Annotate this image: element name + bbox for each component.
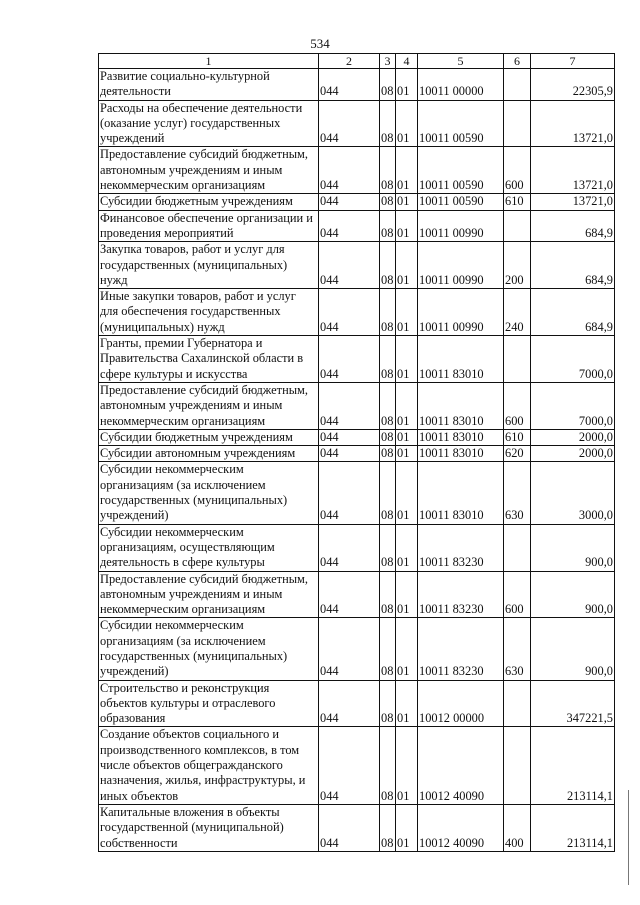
row-subsection: 01 — [396, 524, 418, 571]
row-code: 044 — [319, 727, 380, 804]
row-amount: 213114,1 — [531, 804, 615, 851]
row-target-article: 10011 83010 — [418, 462, 504, 524]
row-name: Субсидии бюджетным учреждениям — [99, 194, 319, 210]
row-code: 044 — [319, 194, 380, 210]
row-name: Субсидии бюджетным учреждениям — [99, 429, 319, 445]
row-subsection: 01 — [396, 69, 418, 101]
row-code: 044 — [319, 462, 380, 524]
row-amount: 900,0 — [531, 618, 615, 680]
row-expense-type — [504, 69, 531, 101]
row-section: 08 — [380, 571, 396, 618]
table-row — [99, 571, 615, 618]
row-subsection: 01 — [396, 727, 418, 804]
row-subsection: 01 — [396, 618, 418, 680]
row-code: 044 — [319, 100, 380, 147]
row-expense-type — [504, 100, 531, 147]
table-row — [99, 194, 615, 210]
row-expense-type: 610 — [504, 194, 531, 210]
row-target-article: 10011 83230 — [418, 524, 504, 571]
header-col-5: 5 — [418, 54, 504, 69]
row-subsection: 01 — [396, 446, 418, 462]
row-amount: 2000,0 — [531, 429, 615, 445]
row-amount: 347221,5 — [531, 680, 615, 727]
row-expense-type: 630 — [504, 618, 531, 680]
table-header — [99, 54, 615, 69]
row-expense-type: 600 — [504, 147, 531, 194]
row-subsection: 01 — [396, 100, 418, 147]
row-target-article: 10011 00990 — [418, 289, 504, 336]
row-code: 044 — [319, 289, 380, 336]
header-col-1: 1 — [99, 54, 319, 69]
table-row — [99, 147, 615, 194]
row-section: 08 — [380, 336, 396, 383]
row-section: 08 — [380, 618, 396, 680]
row-expense-type: 200 — [504, 242, 531, 289]
row-name: Расходы на обеспечение деятельности (оказание услуг) государственных учреждений — [99, 100, 319, 147]
row-section: 08 — [380, 147, 396, 194]
row-section: 08 — [380, 194, 396, 210]
page-number: 534 — [310, 36, 330, 51]
row-subsection: 01 — [396, 429, 418, 445]
header-col-7: 7 — [531, 54, 615, 69]
row-target-article: 10012 40090 — [418, 804, 504, 851]
row-amount: 2000,0 — [531, 446, 615, 462]
header-col-4: 4 — [396, 54, 418, 69]
table-body — [99, 69, 615, 852]
row-amount: 13721,0 — [531, 194, 615, 210]
row-expense-type — [504, 336, 531, 383]
header-col-6: 6 — [504, 54, 531, 69]
row-section: 08 — [380, 69, 396, 101]
row-section: 08 — [380, 289, 396, 336]
table-row — [99, 446, 615, 462]
table-row — [99, 289, 615, 336]
table-row — [99, 618, 615, 680]
row-expense-type: 240 — [504, 289, 531, 336]
row-code: 044 — [319, 571, 380, 618]
row-expense-type: 600 — [504, 382, 531, 429]
row-section: 08 — [380, 462, 396, 524]
row-section: 08 — [380, 210, 396, 242]
row-target-article: 10011 83010 — [418, 382, 504, 429]
row-expense-type: 400 — [504, 804, 531, 851]
row-expense-type: 630 — [504, 462, 531, 524]
row-expense-type: 610 — [504, 429, 531, 445]
header-col-2: 2 — [319, 54, 380, 69]
row-target-article: 10011 00590 — [418, 194, 504, 210]
row-target-article: 10012 40090 — [418, 727, 504, 804]
row-section: 08 — [380, 680, 396, 727]
row-code: 044 — [319, 69, 380, 101]
row-target-article: 10011 00590 — [418, 147, 504, 194]
row-subsection: 01 — [396, 336, 418, 383]
row-code: 044 — [319, 242, 380, 289]
row-amount: 13721,0 — [531, 147, 615, 194]
row-subsection: 01 — [396, 147, 418, 194]
row-target-article: 10011 83010 — [418, 336, 504, 383]
row-name: Субсидии автономным учреждениям — [99, 446, 319, 462]
row-code: 044 — [319, 382, 380, 429]
header-row — [99, 54, 615, 69]
row-subsection: 01 — [396, 194, 418, 210]
row-name: Иные закупки товаров, работ и услуг для обеспечения государственных (муниципальных) нужд — [99, 289, 319, 336]
row-name: Предоставление субсидий бюджетным, автономным учреждениям и иным некоммерческим организациям — [99, 382, 319, 429]
table-row — [99, 336, 615, 383]
row-section: 08 — [380, 382, 396, 429]
row-code: 044 — [319, 446, 380, 462]
row-name: Субсидии некоммерческим организациям (за исключением государственных (муниципальных) учреждений) — [99, 618, 319, 680]
budget-table — [98, 53, 615, 852]
row-target-article: 10011 83010 — [418, 446, 504, 462]
row-code: 044 — [319, 336, 380, 383]
row-amount: 684,9 — [531, 242, 615, 289]
row-name: Предоставление субсидий бюджетным, автономным учреждениям и иным некоммерческим организациям — [99, 147, 319, 194]
row-expense-type: 620 — [504, 446, 531, 462]
row-name: Создание объектов социального и производственного комплексов, в том числе объектов общегражданского назначения, жилья, инфраструктуры, и иных объектов — [99, 727, 319, 804]
row-section: 08 — [380, 242, 396, 289]
row-subsection: 01 — [396, 382, 418, 429]
row-target-article: 10011 00000 — [418, 69, 504, 101]
row-subsection: 01 — [396, 289, 418, 336]
row-amount: 900,0 — [531, 571, 615, 618]
row-amount: 900,0 — [531, 524, 615, 571]
row-target-article: 10011 00990 — [418, 242, 504, 289]
row-amount: 3000,0 — [531, 462, 615, 524]
table-row — [99, 680, 615, 727]
row-target-article: 10011 00590 — [418, 100, 504, 147]
row-expense-type — [504, 680, 531, 727]
row-section: 08 — [380, 100, 396, 147]
row-code: 044 — [319, 429, 380, 445]
row-name: Строительство и реконструкция объектов культуры и отраслевого образования — [99, 680, 319, 727]
row-target-article: 10012 00000 — [418, 680, 504, 727]
row-code: 044 — [319, 524, 380, 571]
row-section: 08 — [380, 804, 396, 851]
row-amount: 7000,0 — [531, 382, 615, 429]
row-name: Закупка товаров, работ и услуг для государственных (муниципальных) нужд — [99, 242, 319, 289]
row-name: Субсидии некоммерческим организациям, осуществляющим деятельность в сфере культуры — [99, 524, 319, 571]
row-amount: 684,9 — [531, 210, 615, 242]
row-code: 044 — [319, 618, 380, 680]
row-name: Субсидии некоммерческим организациям (за исключением государственных (муниципальных) учреждений) — [99, 462, 319, 524]
row-section: 08 — [380, 524, 396, 571]
row-code: 044 — [319, 210, 380, 242]
row-target-article: 10011 83230 — [418, 618, 504, 680]
row-section: 08 — [380, 446, 396, 462]
table-row — [99, 429, 615, 445]
row-subsection: 01 — [396, 680, 418, 727]
table-row — [99, 382, 615, 429]
row-target-article: 10011 00990 — [418, 210, 504, 242]
table-row — [99, 69, 615, 101]
row-section: 08 — [380, 727, 396, 804]
row-subsection: 01 — [396, 804, 418, 851]
table-row — [99, 727, 615, 804]
row-subsection: 01 — [396, 242, 418, 289]
row-section: 08 — [380, 429, 396, 445]
table-row — [99, 242, 615, 289]
row-expense-type: 600 — [504, 571, 531, 618]
row-expense-type — [504, 727, 531, 804]
row-amount: 684,9 — [531, 289, 615, 336]
row-name: Предоставление субсидий бюджетным, автономным учреждениям и иным некоммерческим организациям — [99, 571, 319, 618]
row-amount: 22305,9 — [531, 69, 615, 101]
row-code: 044 — [319, 804, 380, 851]
row-amount: 213114,1 — [531, 727, 615, 804]
table-row — [99, 462, 615, 524]
row-target-article: 10011 83230 — [418, 571, 504, 618]
row-subsection: 01 — [396, 571, 418, 618]
header-col-3: 3 — [380, 54, 396, 69]
row-name: Развитие социально-культурной деятельности — [99, 69, 319, 101]
row-target-article: 10011 83010 — [418, 429, 504, 445]
row-code: 044 — [319, 680, 380, 727]
row-amount: 13721,0 — [531, 100, 615, 147]
row-expense-type — [504, 524, 531, 571]
table-row — [99, 210, 615, 242]
table-row — [99, 524, 615, 571]
row-amount: 7000,0 — [531, 336, 615, 383]
table-row — [99, 100, 615, 147]
scan-edge-mark — [628, 790, 629, 885]
row-subsection: 01 — [396, 462, 418, 524]
row-code: 044 — [319, 147, 380, 194]
row-name: Гранты, премии Губернатора и Правительства Сахалинской области в сфере культуры и искусства — [99, 336, 319, 383]
row-name: Капитальные вложения в объекты государственной (муниципальной) собственности — [99, 804, 319, 851]
row-name: Финансовое обеспечение организации и проведения мероприятий — [99, 210, 319, 242]
row-subsection: 01 — [396, 210, 418, 242]
table-row — [99, 804, 615, 851]
row-expense-type — [504, 210, 531, 242]
